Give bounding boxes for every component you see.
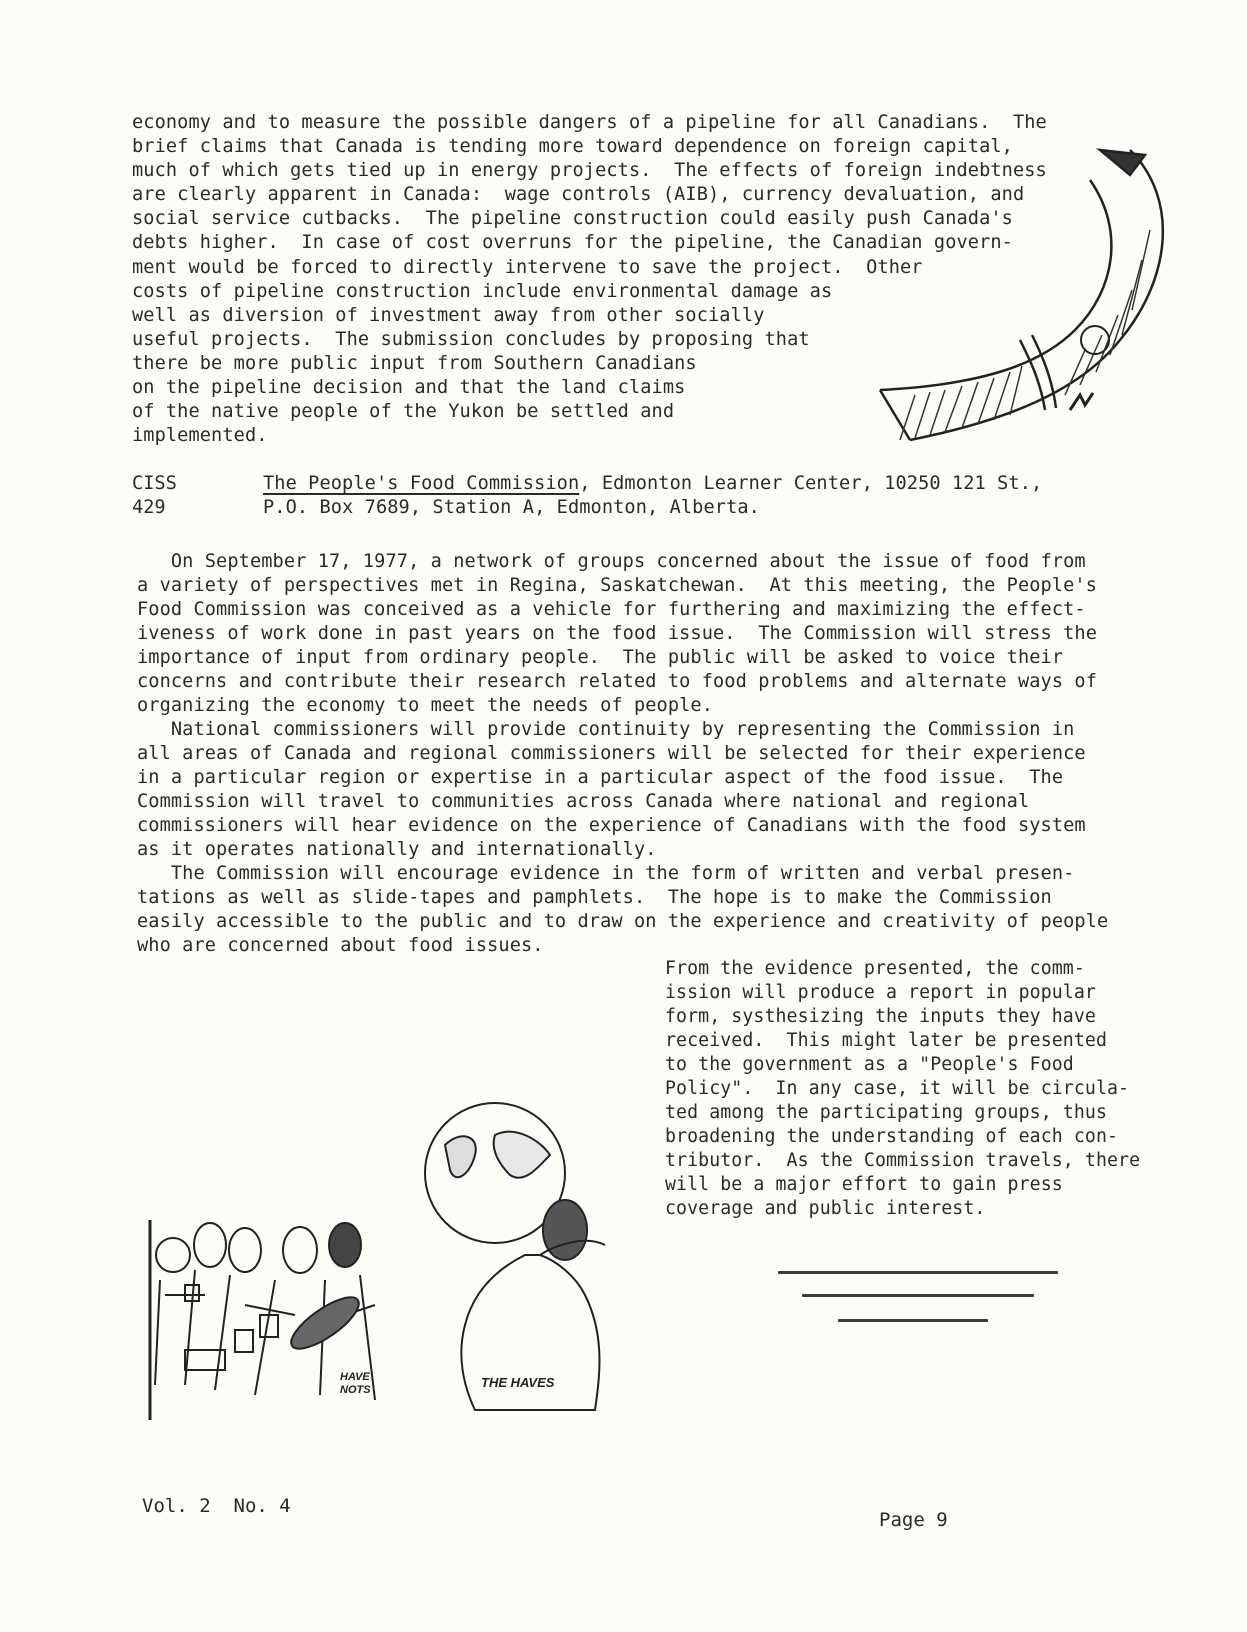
text-line: a variety of perspectives met in Regina, Saskatchewan. At this meeting, the People's: [137, 575, 1098, 596]
entry-number: 429: [132, 497, 166, 518]
text-line: there be more public input from Southern Canadians: [132, 353, 697, 374]
text-line: ment would be forced to directly intervene to save the project. Other: [132, 257, 923, 278]
text-line: form, systhesizing the inputs they have: [665, 1006, 1096, 1027]
have-nots-label-2: NOTS: [340, 1384, 371, 1396]
text-line: are clearly apparent in Canada: wage controls (AIB), currency devaluation, and: [132, 184, 1025, 205]
text-line: costs of pipeline construction include environmental damage as: [132, 281, 833, 302]
text-line: tations as well as slide-tapes and pamphlets. The hope is to make the Commission: [137, 887, 1052, 908]
text-line: From the evidence presented, the comm-: [665, 958, 1085, 979]
entry-title: The People's Food Commission: [263, 473, 580, 494]
text-line: brief claims that Canada is tending more toward dependence on foreign capital,: [132, 136, 1013, 157]
divider-rule: [802, 1294, 1034, 1297]
text-line: broadening the understanding of each con-: [665, 1126, 1119, 1147]
text-line: ted among the participating groups, thus: [665, 1102, 1107, 1123]
text-line: as it operates nationally and internationally.: [137, 839, 657, 860]
haves-label: THE HAVES: [481, 1375, 555, 1390]
divider-rule: [778, 1271, 1058, 1274]
text-line: Food Commission was conceived as a vehicle for furthering and maximizing the effect-: [137, 599, 1086, 620]
text-line: Policy". In any case, it will be circula-: [665, 1078, 1130, 1099]
text-line: Commission will travel to communities across Canada where national and regional: [137, 791, 1030, 812]
text-line: of the native people of the Yukon be settled and: [132, 401, 675, 422]
text-line: well as diversion of investment away from other socially: [132, 305, 765, 326]
volume-number: Vol. 2 No. 4: [142, 1495, 291, 1517]
pipeline-illustration: [870, 140, 1170, 460]
page-number: Page 9: [879, 1509, 948, 1531]
text-line: social service cutbacks. The pipeline construction could easily push Canada's: [132, 208, 1013, 229]
text-line: much of which gets tied up in energy projects. The effects of foreign indebtness: [132, 160, 1047, 181]
text-line: all areas of Canada and regional commissioners will be selected for their experience: [137, 743, 1086, 764]
text-line: tributor. As the Commission travels, there: [665, 1150, 1141, 1171]
text-line: importance of input from ordinary people. The public will be asked to voice their: [137, 647, 1064, 668]
text-line: on the pipeline decision and that the land claims: [132, 377, 686, 398]
entry-address-line1: [263, 472, 1042, 496]
text-line: to the government as a "People's Food: [665, 1054, 1074, 1075]
text-line: implemented.: [132, 425, 268, 446]
entry-code: CISS: [132, 473, 177, 494]
entry-address-line2: P.O. Box 7689, Station A, Edmonton, Alberta.: [263, 497, 760, 518]
text-line: who are concerned about food issues.: [137, 935, 544, 956]
text-line: in a particular region or expertise in a particular aspect of the food issue. The: [137, 767, 1064, 788]
text-line: commissioners will hear evidence on the experience of Canadians with the food system: [137, 815, 1086, 836]
text-line: economy and to measure the possible dangers of a pipeline for all Canadians. The: [132, 112, 1047, 133]
text-line: will be a major effort to gain press: [665, 1174, 1063, 1195]
text-line: easily accessible to the public and to draw on the experience and creativity of people: [137, 911, 1109, 932]
text-line: iveness of work done in past years on the food issue. The Commission will stress the: [137, 623, 1098, 644]
text-line: received. This might later be presented: [665, 1030, 1107, 1051]
divider-rule: [838, 1319, 988, 1322]
text-line: useful projects. The submission concludes by proposing that: [132, 329, 810, 350]
text-line: concerns and contribute their research related to food problems and alternate ways of: [137, 671, 1098, 692]
text-line: debts higher. In case of cost overruns for the pipeline, the Canadian govern-: [132, 232, 1013, 253]
text-line: coverage and public interest.: [665, 1198, 986, 1219]
text-line: The Commission will encourage evidence in the form of written and verbal presen-: [137, 863, 1075, 884]
text-line: On September 17, 1977, a network of groups concerned about the issue of food from: [137, 551, 1086, 572]
haves-have-nots-cartoon: [145, 1055, 620, 1420]
text-line: ission will produce a report in popular: [665, 982, 1096, 1003]
have-nots-label-1: HAVE: [340, 1371, 370, 1383]
entry-address-rest: , Edmonton Learner Center, 10250 121 St.,: [579, 473, 1043, 494]
text-line: National commissioners will provide continuity by representing the Commission in: [137, 719, 1075, 740]
text-line: organizing the economy to meet the needs of people.: [137, 695, 714, 716]
